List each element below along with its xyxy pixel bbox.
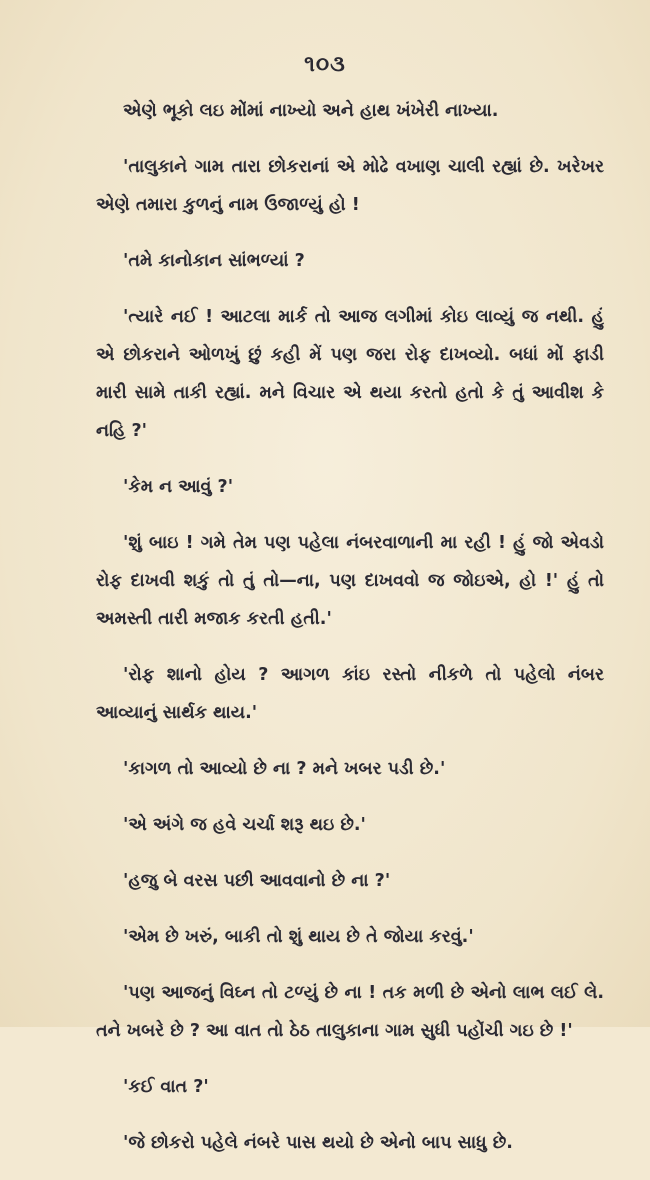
paragraph: 'એમ છે ખરું, બાકી તો શું થાય છે તે જોયા કરવું.' [123,927,474,947]
page-number: ૧૦૩ [304,52,346,77]
paragraph: 'જે છોકરો પહેલે નંબરે પાસ થયો છે એનો બાપ સાધુ છે. [123,1133,513,1153]
paragraph: એણે ભૂકો લઇ મોંમાં નાખ્યો અને હાથ ખંખેરી નાખ્યા. [123,101,499,121]
paragraph: 'રોફ શાનો હોય ? આગળ કાંઇ રસ્તો નીકળે તો પહેલો નંબર આવ્યાનું સાર્થક થાય.' [96,665,604,723]
paragraph: 'કેમ ન આવું ?' [123,477,234,497]
paragraph: 'પણ આજનું વિઘ્ન તો ટળ્યું છે ના ! તક મળી છે એનો લાભ લઈ લે. તને ખબરે છે ? આ વાત તો ઠેઠ તાલુકાના ગામ સુધી પહોંચી ગઇ છે !' [96,983,604,1041]
paragraph: 'કાગળ તો આવ્યો છે ના ? મને ખબર પડી છે.' [123,759,446,779]
paragraph: 'કઈ વાત ?' [123,1077,209,1097]
paragraph: 'તાલુકાને ગામ તારા છોકરાનાં એ મોઢે વખાણ ચાલી રહ્યાં છે. ખરેખર એણે તમારા કુળનું નામ ઉજાળ્યું હો ! [96,157,604,215]
paragraph: 'શું બાઇ ! ગમે તેમ પણ પહેલા નંબરવાળાની મા રહી ! હું જો એવડો રોફ દાખવી શકું તો તું તો—ના, પણ દાખવવો જ જોઇએ, હો !' હું તો અમસ્તી તારી મજાક કરતી હતી.' [96,533,604,629]
body-text [96,92,604,1180]
paragraph: 'ત્યારે નઈ ! આટલા માર્ક તો આજ લગીમાં કોઇ લાવ્યું જ નથી. હું એ છોકરાને ઓળખું છું કહી મેં પણ જરા રોફ દાખવ્યો. બધાં મોં ફાડી મારી સામે તાકી રહ્યાં. મને વિચાર એ થયા કરતો હતો કે તું આવીશ કે નહિ ?' [96,307,604,441]
paragraph: 'એ અંગે જ હવે ચર્ચા શરૂ થઇ છે.' [123,815,366,835]
paragraph: 'તમે કાનોકાન સાંભળ્યાં ? [123,251,305,271]
paragraph: 'હજુ બે વરસ પછી આવવાનો છે ના ?' [123,871,391,891]
